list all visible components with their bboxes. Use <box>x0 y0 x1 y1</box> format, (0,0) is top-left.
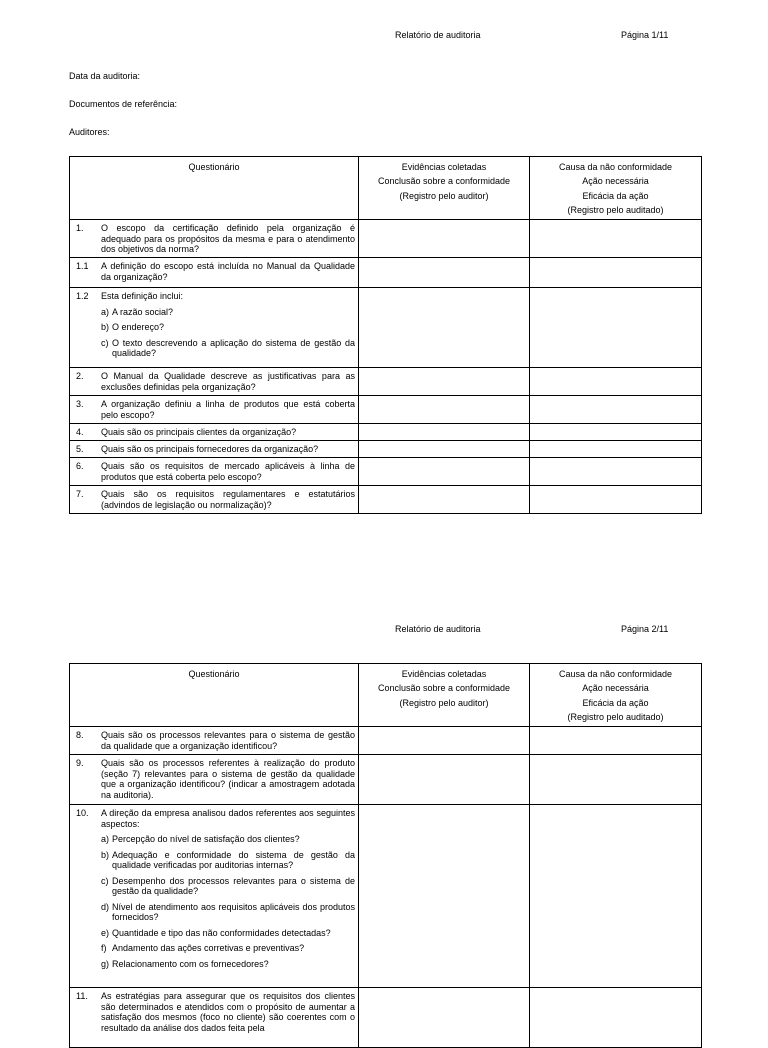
question-number: 10. <box>76 808 89 819</box>
question-text: A organização definiu a linha de produtos que está coberta pelo escopo? <box>101 399 355 420</box>
auditor-cell[interactable] <box>359 727 530 755</box>
sub-item-text: A razão social? <box>112 306 174 317</box>
auditor-cell[interactable] <box>359 424 530 441</box>
sub-item-text: Adequação e conformidade do sistema de gestão da qualidade verificadas por auditorias internas? <box>112 849 355 871</box>
auditee-cell[interactable] <box>530 486 702 514</box>
question-number: 11. <box>76 991 88 1002</box>
question-cell <box>70 441 359 458</box>
auditee-cell[interactable] <box>530 258 702 288</box>
sub-item-text: Desempenho dos processos relevantes para o sistema de gestão da qualidade? <box>112 875 355 897</box>
auditee-cell[interactable] <box>530 988 702 1048</box>
auditor-cell[interactable] <box>359 486 530 514</box>
sub-item <box>101 876 355 897</box>
question-number: 1. <box>76 223 84 234</box>
auditor-cell[interactable] <box>359 396 530 424</box>
sub-item <box>101 850 355 871</box>
table-row <box>70 441 702 458</box>
audit-date-label: Data da auditoria: <box>69 71 141 81</box>
header-auditor: Evidências coletadas Conclusão sobre a conformidade (Registro pelo auditor) <box>359 664 530 727</box>
question-cell <box>70 368 359 396</box>
question-number: 1.2 <box>76 291 89 302</box>
auditee-cell[interactable] <box>530 805 702 988</box>
question-cell <box>70 805 359 988</box>
sub-item-letter: b) <box>101 849 110 860</box>
auditor-cell[interactable] <box>359 441 530 458</box>
table-row <box>70 727 702 755</box>
sub-item-letter: g) <box>101 958 110 969</box>
header-auditee: Causa da não conformidade Ação necessária Eficácia da ação (Registro pelo auditado) <box>530 157 702 220</box>
question-text: Esta definição inclui: <box>101 291 184 302</box>
question-number: 1.1 <box>76 261 89 272</box>
sub-item-letter: a) <box>101 306 110 317</box>
table-row <box>70 755 702 805</box>
sub-item-text: Quantidade e tipo das não conformidades detectadas? <box>112 927 331 938</box>
sub-item-letter: f) <box>101 943 107 954</box>
question-text: Quais são os requisitos regulamentares e estatutários (advindos de legislação ou normalização)? <box>101 489 355 510</box>
sub-item <box>101 338 355 359</box>
question-cell <box>70 458 359 486</box>
question-cell <box>70 258 359 288</box>
auditee-cell[interactable] <box>530 424 702 441</box>
table-row <box>70 988 702 1048</box>
question-cell <box>70 424 359 441</box>
auditor-cell[interactable] <box>359 220 530 258</box>
auditor-cell[interactable] <box>359 288 530 368</box>
sub-item-letter: c) <box>101 337 109 348</box>
page-header-1 <box>0 30 768 44</box>
table-row <box>70 220 702 258</box>
question-text: A definição do escopo está incluída no Manual da Qualidade da organização? <box>101 261 355 282</box>
question-text: As estratégias para assegurar que os requisitos dos clientes são determinados e atendidos com o propósito de aumentar a satisfação dos mesmos (foco no cliente) são coerentes com o resultado da análise dos dados feita pela <box>101 991 355 1033</box>
table-row <box>70 486 702 514</box>
question-number: 4. <box>76 427 84 438</box>
header-questionnaire: Questionário <box>70 664 359 727</box>
sub-item-letter: c) <box>101 875 109 886</box>
question-text: Quais são os principais fornecedores da organização? <box>101 444 319 455</box>
table-row <box>70 368 702 396</box>
page-number: Página 2/11 <box>621 624 669 634</box>
sub-item-text: Nível de atendimento aos requisitos aplicáveis dos produtos fornecidos? <box>112 901 355 923</box>
sub-item-letter: e) <box>101 927 110 938</box>
auditee-cell[interactable] <box>530 441 702 458</box>
sub-item <box>101 307 355 318</box>
question-text: Quais são os principais clientes da organização? <box>101 427 297 438</box>
sub-item <box>101 959 355 970</box>
table-row <box>70 258 702 288</box>
header-auditee: Causa da não conformidade Ação necessária Eficácia da ação (Registro pelo auditado) <box>530 664 702 727</box>
auditor-cell[interactable] <box>359 805 530 988</box>
question-cell <box>70 727 359 755</box>
auditor-cell[interactable] <box>359 755 530 805</box>
reference-docs-label: Documentos de referência: <box>69 99 178 109</box>
sub-item-text: O texto descrevendo a aplicação do sistema de gestão da qualidade? <box>112 337 355 359</box>
table-row <box>70 424 702 441</box>
sub-item <box>101 928 355 939</box>
question-number: 3. <box>76 399 84 410</box>
page-header-2 <box>0 624 768 638</box>
question-text: O Manual da Qualidade descreve as justificativas para as exclusões definidas pela organização? <box>101 371 355 392</box>
question-number: 7. <box>76 489 84 500</box>
sub-item-letter: a) <box>101 834 110 845</box>
table-header-row <box>70 157 702 220</box>
questionnaire-table-1 <box>69 156 702 514</box>
auditor-cell[interactable] <box>359 458 530 486</box>
auditor-cell[interactable] <box>359 988 530 1048</box>
question-text: A direção da empresa analisou dados referentes aos seguintes aspectos: <box>101 808 355 829</box>
table-row <box>70 458 702 486</box>
sub-item-text: Andamento das ações corretivas e preventivas? <box>112 943 305 954</box>
question-number: 2. <box>76 371 84 382</box>
table-row <box>70 288 702 368</box>
question-text: Quais são os processos relevantes para o sistema de gestão da qualidade que a organização identificou? <box>101 730 355 751</box>
sub-item <box>101 902 355 923</box>
auditee-cell[interactable] <box>530 727 702 755</box>
question-number: 5. <box>76 444 84 455</box>
sub-item-letter: d) <box>101 901 110 912</box>
header-auditor: Evidências coletadas Conclusão sobre a conformidade (Registro pelo auditor) <box>359 157 530 220</box>
table-row <box>70 805 702 988</box>
sub-item-text: Relacionamento com os fornecedores? <box>112 958 269 969</box>
sub-item <box>101 322 355 333</box>
auditee-cell[interactable] <box>530 368 702 396</box>
table-row <box>70 396 702 424</box>
question-text: Quais são os processos referentes à realização do produto (seção 7) relevantes para o sistema de gestão da qualidade que a organização identificou? (indicar a amostragem adotada na auditoria). <box>101 758 355 800</box>
question-cell <box>70 396 359 424</box>
table-header-row <box>70 664 702 727</box>
question-cell <box>70 486 359 514</box>
sub-item-text: O endereço? <box>112 322 165 333</box>
auditor-cell[interactable] <box>359 368 530 396</box>
auditee-cell[interactable] <box>530 220 702 258</box>
sub-item-text: Percepção do nível de satisfação dos clientes? <box>112 834 300 845</box>
question-cell <box>70 988 359 1048</box>
questionnaire-table-2 <box>69 663 702 1048</box>
auditee-cell[interactable] <box>530 396 702 424</box>
question-number: 8. <box>76 730 84 741</box>
sub-item <box>101 943 355 954</box>
sub-item <box>101 834 355 845</box>
doc-title: Relatório de auditoria <box>395 624 481 634</box>
question-text: Quais são os requisitos de mercado aplicáveis à linha de produtos que está coberta pelo escopo? <box>101 461 355 482</box>
sub-item-letter: b) <box>101 322 110 333</box>
auditee-cell[interactable] <box>530 288 702 368</box>
auditee-cell[interactable] <box>530 755 702 805</box>
question-number: 6. <box>76 461 84 472</box>
auditee-cell[interactable] <box>530 458 702 486</box>
question-text: O escopo da certificação definido pela organização é adequado para os propósitos da mesma e para o atendimento dos objetivos da norma? <box>101 223 355 255</box>
question-number: 9. <box>76 758 84 769</box>
question-cell <box>70 220 359 258</box>
auditors-label: Auditores: <box>69 127 110 137</box>
header-questionnaire: Questionário <box>70 157 359 220</box>
question-cell <box>70 755 359 805</box>
doc-title: Relatório de auditoria <box>395 30 481 40</box>
auditor-cell[interactable] <box>359 258 530 288</box>
question-cell <box>70 288 359 368</box>
page-number: Página 1/11 <box>621 30 669 40</box>
